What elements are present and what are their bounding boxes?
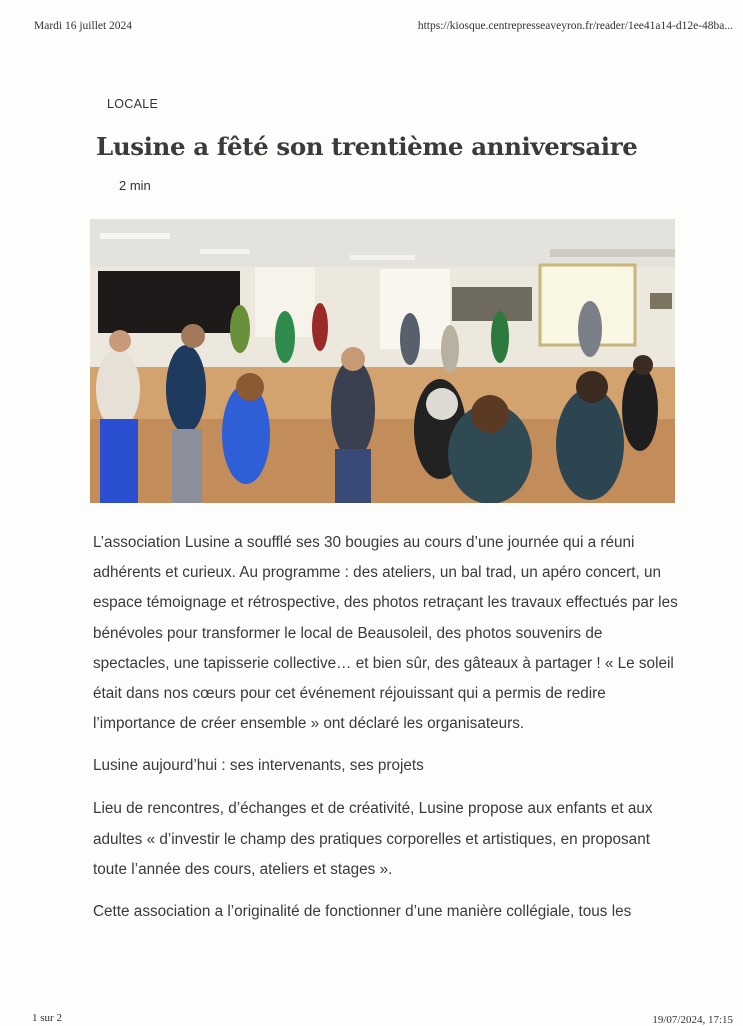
print-date: Mardi 16 juillet 2024 — [34, 20, 133, 32]
article-category[interactable]: LOCALE — [107, 97, 159, 111]
dancers-photo-illustration — [90, 219, 675, 503]
print-header — [34, 20, 733, 38]
article-paragraph: Cette association a l’originalité de fonctionner d’une manière collégiale, tous les — [93, 903, 632, 921]
article-subheading: Lusine aujourd’hui : ses intervenants, ses projets — [93, 757, 424, 775]
print-timestamp: 19/07/2024, 17:15 — [652, 1014, 733, 1026]
article-photo — [90, 219, 675, 503]
article-title: Lusine a fêté son trentième anniversaire — [96, 132, 638, 161]
article-paragraph: Lieu de rencontres, d’échanges et de créativité, Lusine propose aux enfants et aux adultes « d’investir le champ des pratiques corporelles et artistiques, en proposant toute l’année des cours, ateliers et stages ». — [93, 800, 653, 878]
article-body — [93, 528, 683, 940]
article-paragraph: L’association Lusine a soufflé ses 30 bougies au cours d’une journée qui a réuni adhérents et curieux. Au programme : des ateliers, un bal trad, un apéro concert, un espace témoignage et rétrospective, des photos retraçant les travaux effectués par les bénévoles pour transformer le local de Beausoleil, des photos souvenirs de spectacles, une tapisserie collective… et bien sûr, des gâteaux à partager ! « Le soleil était dans nos cœurs pour cet événement réjouissant qui a permis de redire l’importance de créer ensemble » ont déclaré les organisateurs. — [93, 534, 678, 733]
print-url[interactable]: https://kiosque.centrepresseaveyron.fr/reader/1ee41a14-d12e-48ba... — [417, 20, 733, 32]
print-footer — [32, 1012, 733, 1024]
page-number: 1 sur 2 — [32, 1012, 62, 1024]
read-time: 2 min — [119, 178, 151, 193]
